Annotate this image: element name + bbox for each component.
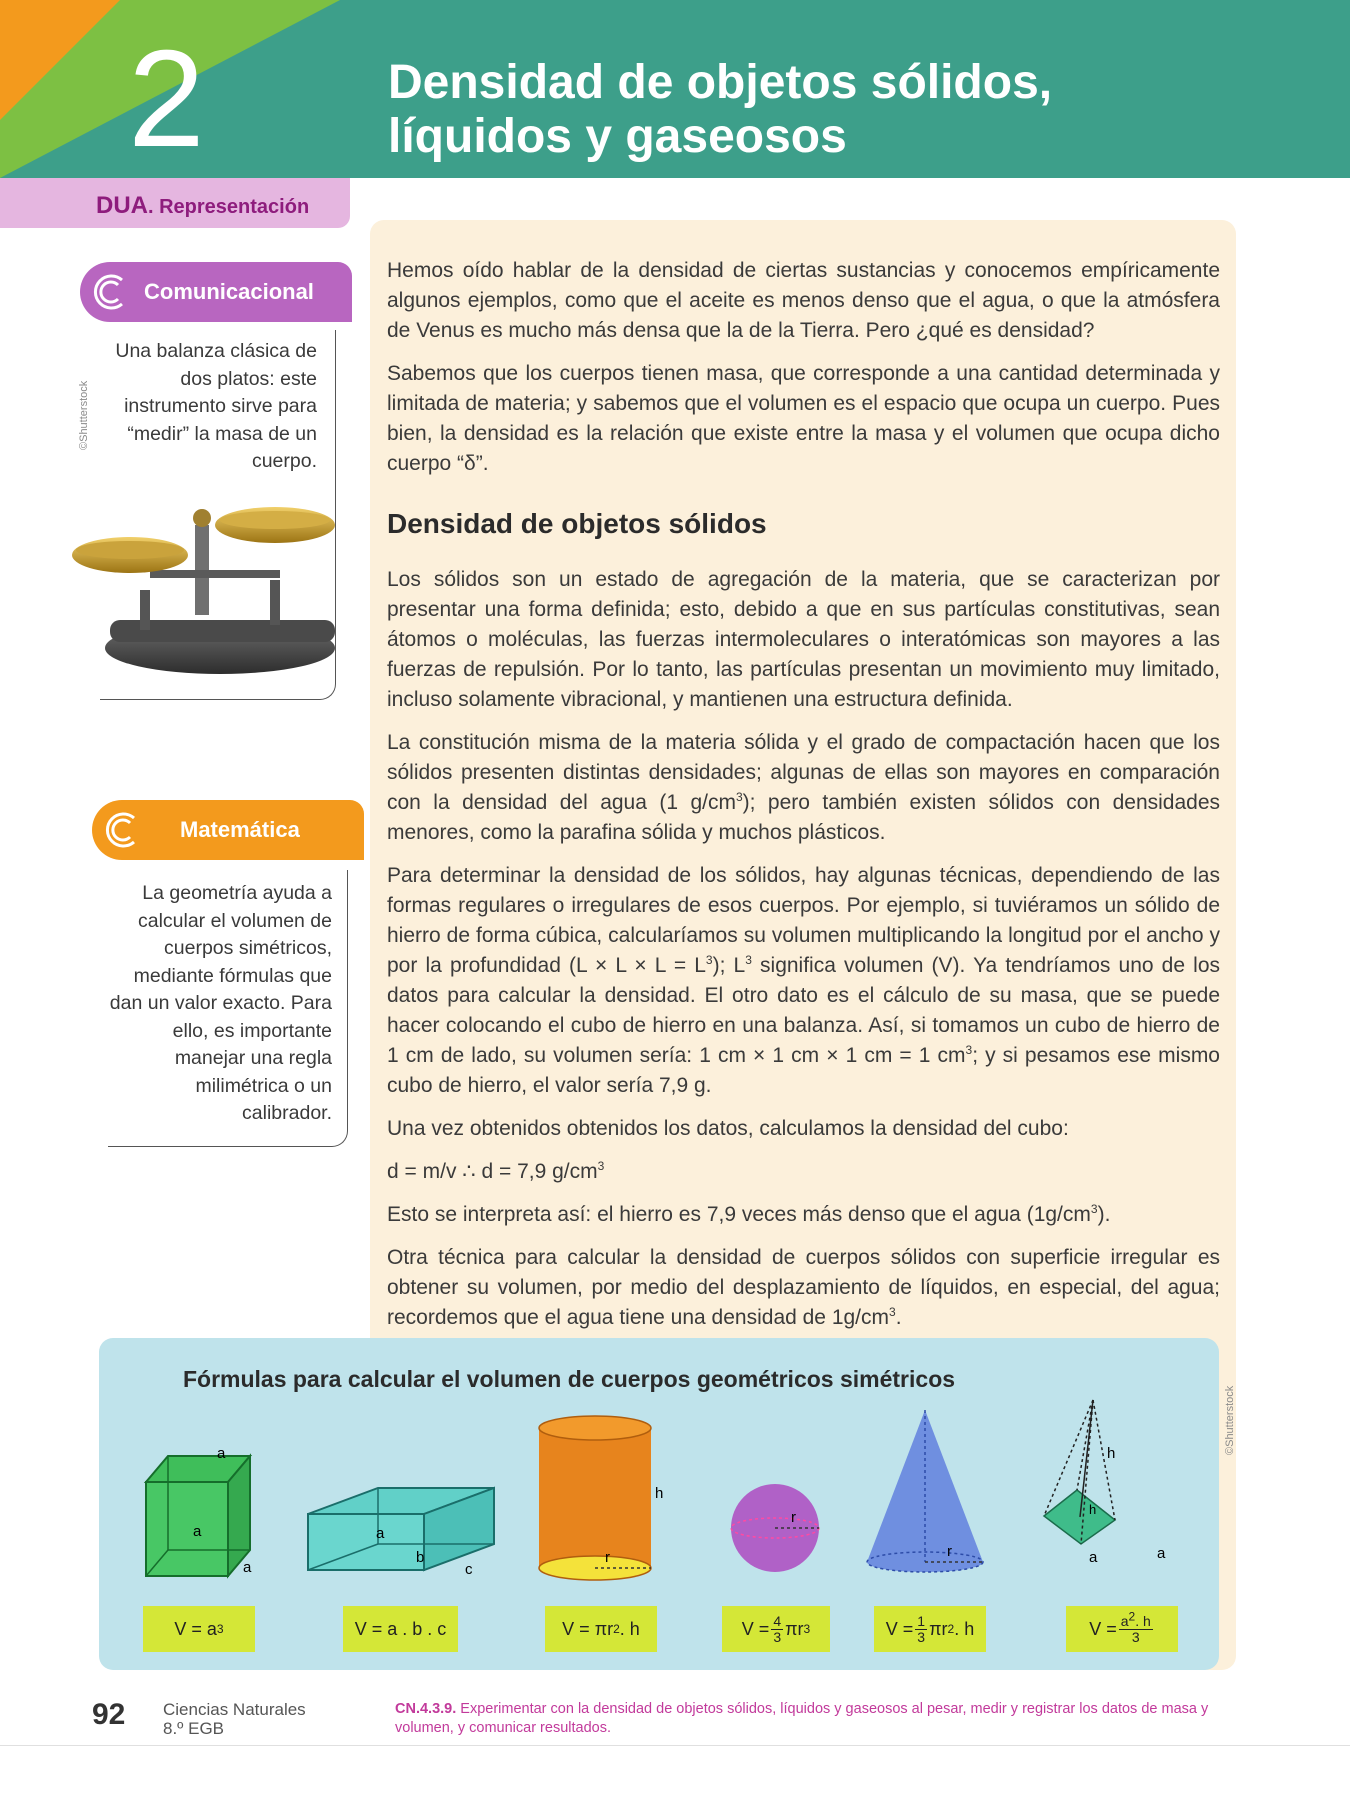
superscript: 3	[1090, 1202, 1098, 1216]
paragraph-definition: Sabemos que los cuerpos tienen masa, que corresponde a una cantidad determinada y limitada de materia; y sabemos que el volumen es el espacio que ocupa un cuerpo. Pues bien, la densidad es la relación que existe entre la masa y el volumen que ocupa dicho cuerpo “δ”.	[387, 362, 1220, 475]
footer-divider	[0, 1745, 1350, 1746]
section-heading: Densidad de objetos sólidos	[387, 508, 767, 539]
pyramid-label-h: h	[1107, 1445, 1116, 1462]
fraction	[915, 1614, 927, 1645]
comunicacional-text	[95, 338, 317, 476]
cone-shape	[867, 1410, 983, 1572]
matematica-icon	[98, 806, 146, 854]
denominator: 3	[773, 1628, 782, 1645]
pyramid-label-h-inner: h	[1089, 1502, 1097, 1517]
paragraph-solids: Los sólidos son un estado de agregación de la materia, que se caracterizan por presentar una forma definida; esto, debido a que en sus partículas constitutivas, sean átomos o moléculas, las fuerzas intermoleculares o interatómicas son mayores a las fuerzas de repulsión. Por lo tanto, las partículas presentan un movimiento muy limitado, incluso solamente vibracional, y mantienen una estructura definida.	[387, 568, 1220, 711]
com-line: “medir” la masa de un	[127, 422, 317, 445]
balance-scale-image	[70, 470, 340, 680]
prism-shape	[308, 1488, 494, 1578]
formula-text: V =	[885, 1618, 914, 1639]
com-line: dos platos: este	[180, 367, 317, 390]
paragraph-densities	[387, 728, 1220, 848]
volume-formulas-box	[99, 1338, 1219, 1670]
matematica-title: Matemática	[180, 817, 300, 842]
mat-line: milimétrica o un	[195, 1074, 332, 1097]
density-formula	[387, 1157, 1220, 1187]
mat-line: La geometría ayuda a	[142, 882, 332, 904]
paragraph-intro: Hemos oído hablar de la densidad de ciertas sustancias y conocemos empíricamente algunos ejemplos, como que el aceite es menos denso que el agua, o que la atmósfera de Venus es mucho más densa que la de la Tierra. Pero ¿qué es densidad?	[387, 259, 1220, 342]
image-credit: ©Shutterstock	[78, 380, 90, 450]
cube-shape	[146, 1445, 252, 1576]
text-span: significa volumen (V). Ya tendríamos uno de los datos para calcular la densidad. El otro dato es el cálculo de su masa, que se puede hacer colocando el cubo de hierro en una balanza. Así, si tomamos un cubo de hierro de 1 cm de lado, su volumen sería: 1 cm × 1 cm × 1 cm = 1 cm	[387, 954, 1220, 1067]
superscript: 3	[735, 790, 743, 804]
chapter-title-line1: Densidad de objetos sólidos,	[388, 56, 1053, 109]
text-span: ; y si pesamos ese mismo cubo de hierro, el valor sería 7,9 g.	[387, 1044, 1220, 1097]
comunicacional-tab	[80, 262, 352, 322]
main-text	[387, 256, 1220, 1346]
numerator: 1	[917, 1612, 926, 1629]
cube-label-a-mid: a	[193, 1523, 202, 1540]
cylinder-shape	[539, 1416, 663, 1580]
numerator-h: . h	[1135, 1612, 1151, 1629]
cylinder-label-h: h	[655, 1485, 664, 1502]
geometric-shapes	[99, 1338, 1219, 1670]
com-line: cuerpo.	[251, 450, 317, 472]
formula-text: V =	[741, 1618, 770, 1639]
formula-text: πr	[929, 1618, 948, 1639]
formula-text: V = πr	[562, 1618, 614, 1639]
comunicacional-title: Comunicacional	[144, 279, 314, 304]
text-span: La constitución misma de la materia sólida y el grado de compactación hacen que los sólidos presenten distintas densidades; algunas de ellas son mayores en comparación con la densidad del agua (1 g/cm	[387, 731, 1220, 814]
formula-text: V = a . b . c	[354, 1618, 447, 1639]
cone-label-r: r	[947, 1543, 952, 1560]
mat-line: mediante fórmulas que	[133, 964, 332, 987]
page-number: 92	[92, 1698, 126, 1731]
mat-line: ello, es importante	[172, 1019, 332, 1042]
prism-label-a: a	[376, 1525, 385, 1542]
formulas-title: Fórmulas para calcular el volumen de cuerpos geométricos simétricos	[182, 1366, 956, 1392]
dua-representacion: . Representación	[148, 196, 310, 218]
grade-level: 8.º EGB	[163, 1719, 225, 1738]
cube-label-a-top: a	[217, 1445, 226, 1462]
mat-line: cuerpos simétricos,	[164, 937, 332, 959]
paragraph-displacement	[387, 1243, 1220, 1333]
exponent: 2	[1128, 1608, 1136, 1623]
unit-number: 2	[128, 22, 205, 176]
footer-subject	[163, 1700, 306, 1738]
text-span: ).	[1097, 1203, 1111, 1226]
standard-text: Experimentar con la densidad de objetos sólidos, líquidos y gaseosos al pesar, medir y registrar los datos de masa y volumen, y comunicar resultados.	[395, 1701, 1209, 1736]
cube-formula: V = a 3	[143, 1606, 255, 1652]
matematica-text	[100, 880, 332, 1128]
text-span: ); pero también existen sólidos con densidades menores, como la parafina sólida y muchos plásticos.	[387, 791, 1221, 844]
paragraph-techniques	[387, 861, 1220, 1101]
formula-text: . h	[954, 1618, 975, 1639]
denominator: 3	[917, 1628, 926, 1645]
superscript: 3	[889, 1305, 896, 1319]
formulas-credit: ©Shutterstock	[1224, 1385, 1236, 1455]
text-span: ); L	[712, 954, 746, 977]
numerator: 4	[773, 1612, 782, 1629]
pyramid-formula	[1066, 1606, 1178, 1652]
numerator	[1119, 1608, 1153, 1630]
chapter-header	[0, 0, 1350, 178]
pyramid-label-a-right: a	[1157, 1545, 1166, 1562]
chapter-title	[388, 56, 1052, 164]
pyramid-label-a-left: a	[1089, 1549, 1098, 1566]
text-span: Esto se interpreta así: el hierro es 7,9 veces más denso que el agua (1g/cm	[387, 1203, 1091, 1226]
formula-text: . h	[619, 1618, 640, 1639]
header-orange-corner	[0, 0, 120, 120]
text-span: .	[895, 1306, 902, 1329]
superscript: 3	[597, 1159, 605, 1173]
dua-tab	[0, 178, 350, 228]
formula-text: πr	[785, 1618, 804, 1639]
sphere-shape	[731, 1484, 819, 1572]
sphere-formula: V = $\frac{4}{3}$ πr 3	[722, 1606, 830, 1652]
sphere-label-r: r	[791, 1509, 796, 1526]
mat-line: calcular el volumen de	[137, 909, 332, 932]
standard-code: CN.4.3.9.	[395, 1701, 457, 1717]
numerator-a: a	[1120, 1612, 1129, 1629]
chapter-title-line2: líquidos y gaseosos	[388, 110, 847, 163]
formula-text: V = a	[174, 1618, 217, 1639]
com-line: instrumento sirve para	[124, 395, 317, 417]
com-line: Una balanza clásica de	[115, 340, 317, 362]
superscript: 3	[705, 953, 713, 967]
fraction	[1119, 1608, 1153, 1645]
prism-label-c: c	[465, 1561, 473, 1578]
paragraph-interpretation	[387, 1200, 1220, 1230]
prism-formula	[343, 1606, 458, 1652]
mat-line: calibrador.	[242, 1102, 332, 1124]
superscript: 3	[965, 1043, 973, 1057]
text-span: Otra técnica para calcular la densidad de cuerpos sólidos con superficie irregular es obtener su volumen, por medio del desplazamiento de líquidos, en especial, del agua; recordemos que el agua tiene una densidad de 1g/cm	[387, 1246, 1220, 1329]
fraction	[771, 1614, 783, 1645]
pyramid-shape	[1044, 1400, 1166, 1566]
curriculum-standard	[395, 1700, 1225, 1738]
formula-text: V =	[1089, 1618, 1117, 1639]
subject-name: Ciencias Naturales	[163, 1700, 306, 1719]
cube-label-a-side: a	[243, 1559, 252, 1576]
dua-label: DUA	[96, 192, 148, 219]
mat-line: dan un valor exacto. Para	[109, 992, 332, 1014]
text-span: d = m/v ∴ d = 7,9 g/cm	[387, 1160, 598, 1183]
matematica-tab	[92, 800, 364, 860]
mat-line: manejar una regla	[174, 1047, 332, 1069]
prism-label-b: b	[416, 1549, 425, 1566]
denominator: 3	[1131, 1628, 1140, 1645]
cone-formula: V = $\frac{1}{3}$ πr 2 . h	[874, 1606, 986, 1652]
text-span: Para determinar la densidad de los sólidos, hay algunas técnicas, dependiendo de las formas regulares o irregulares de esos cuerpos. Por ejemplo, si tuviéramos un sólido de hierro de forma cúbica, calcularíamos su volumen multiplicando la longitud por el ancho y por la profundidad (L × L × L = L	[387, 864, 1220, 977]
comunicacional-icon	[86, 268, 134, 316]
paragraph-calculation: Una vez obtenidos obtenidos los datos, calculamos la densidad del cubo:	[387, 1117, 1069, 1140]
cylinder-label-r: r	[605, 1549, 610, 1566]
cylinder-formula: V = πr 2 . h	[545, 1606, 657, 1652]
superscript: 3	[745, 953, 752, 967]
